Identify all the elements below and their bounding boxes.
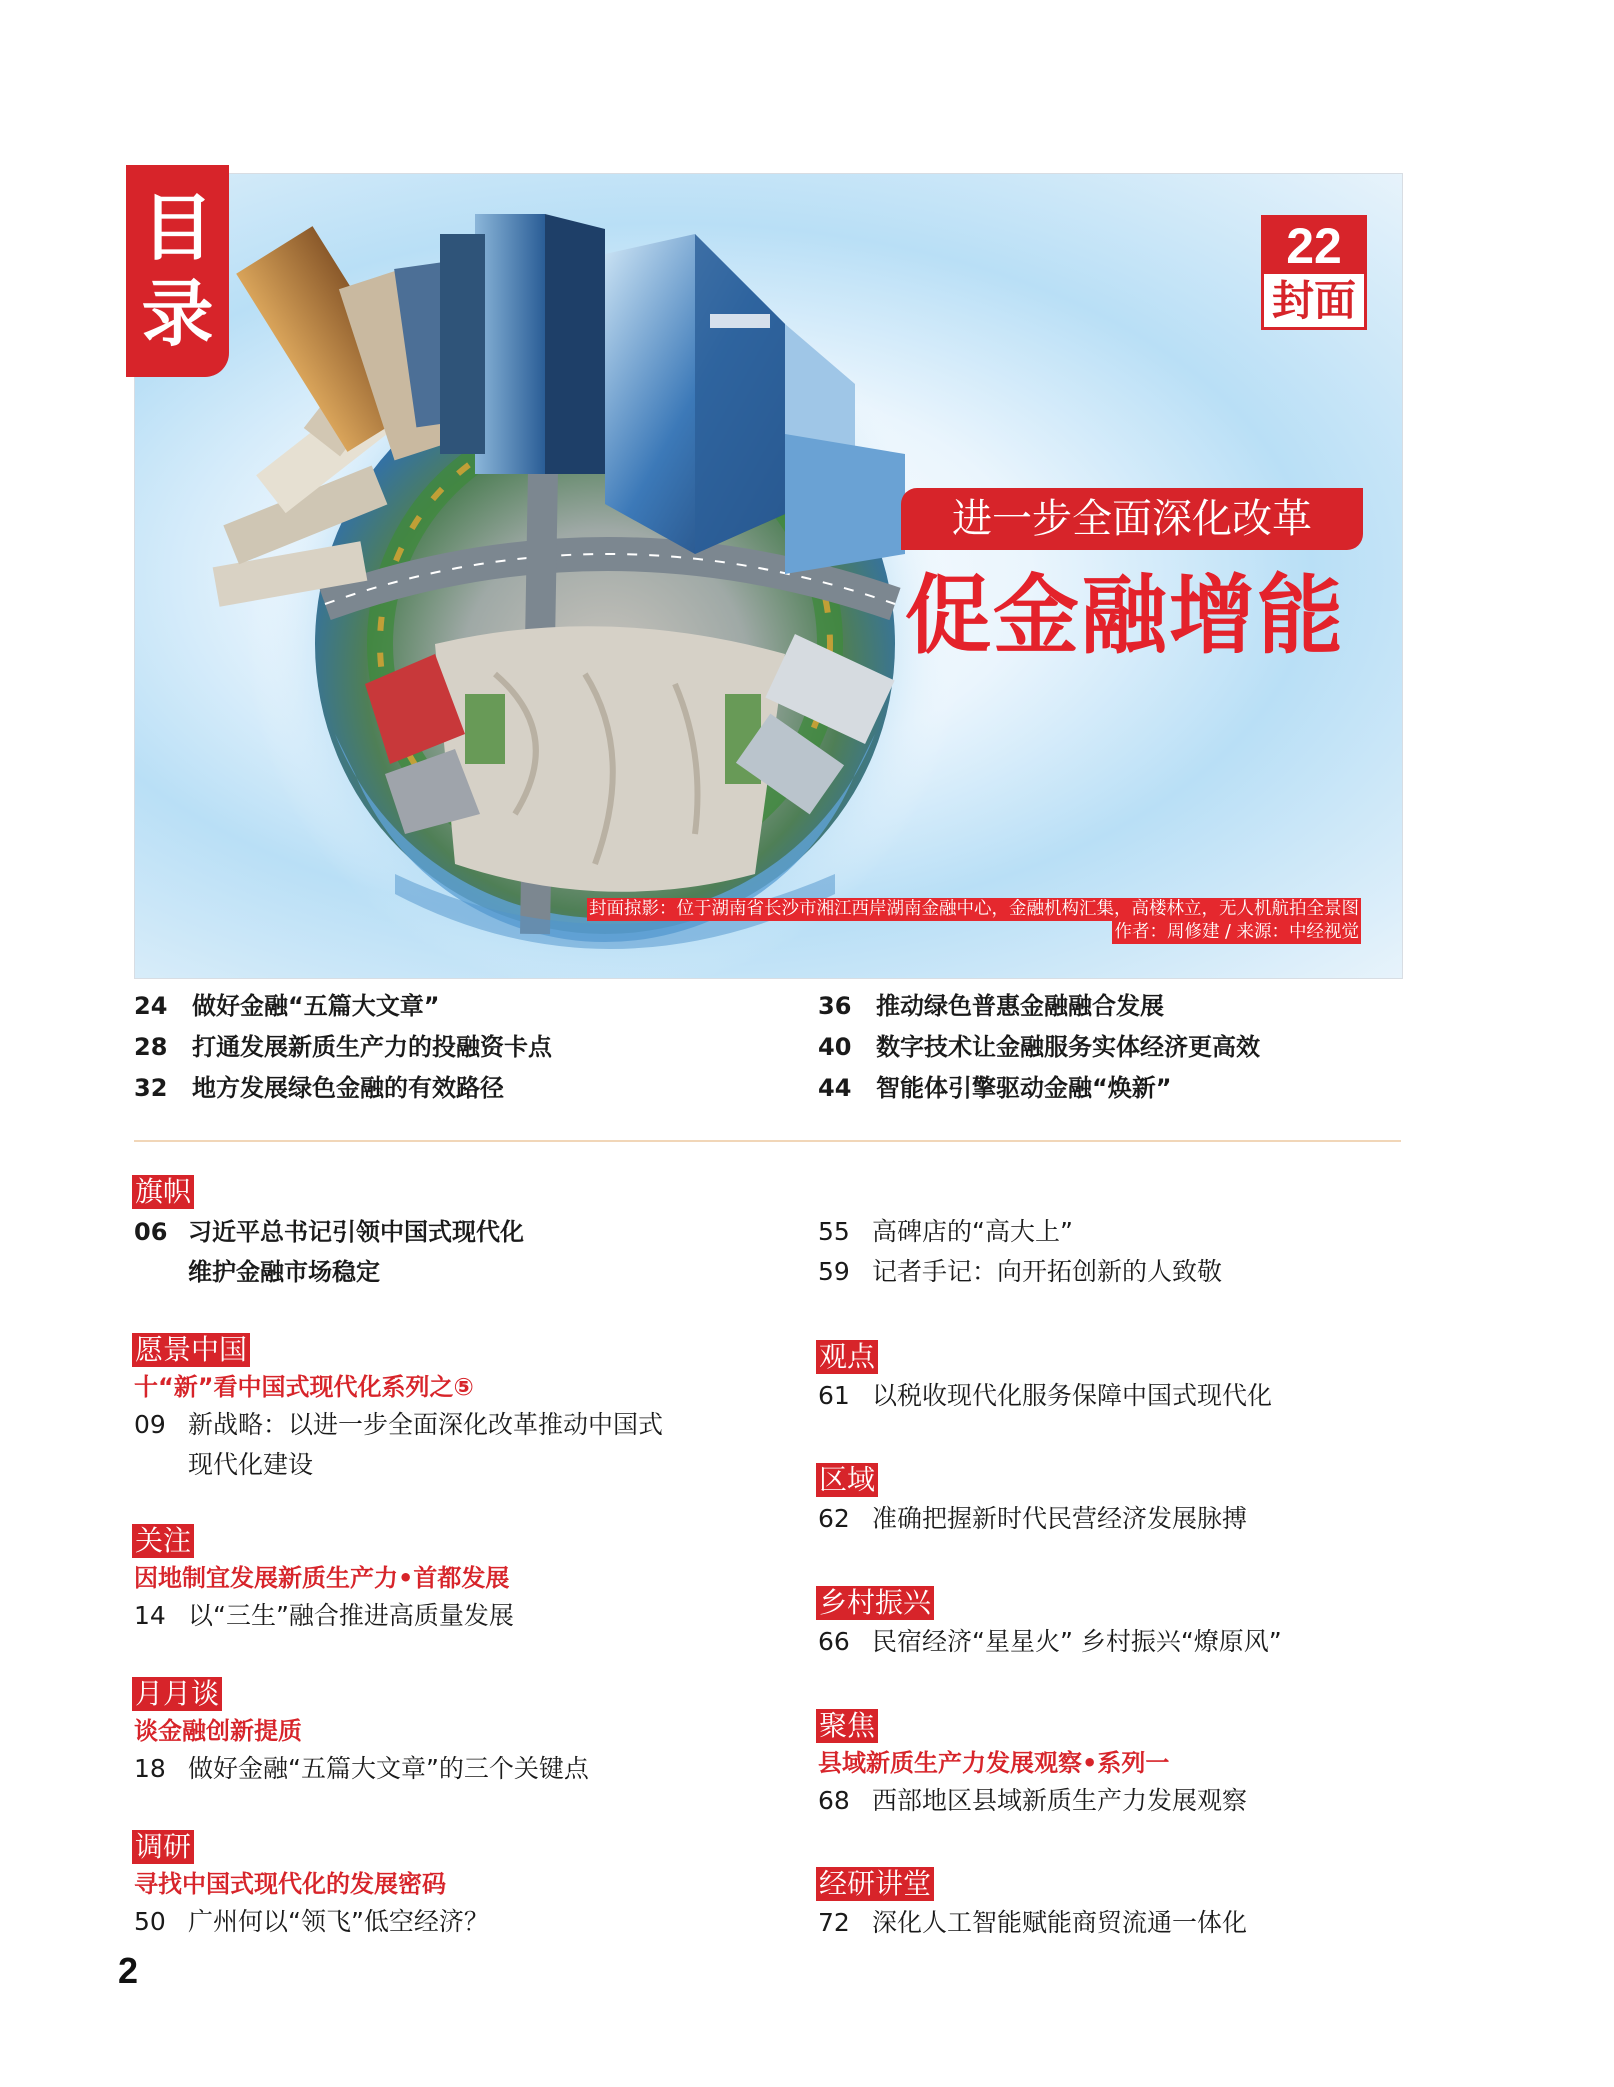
- headline-main: 促金融增能: [905, 566, 1345, 666]
- toc-entry[interactable]: 59 记者手记：向开拓创新的人致敬: [818, 1257, 1223, 1286]
- toc-entry[interactable]: 09 新战略：以进一步全面深化改革推动中国式 现代化建设: [134, 1410, 664, 1479]
- toc-entry[interactable]: 14 以“三生”融合推进高质量发展: [134, 1601, 514, 1630]
- featured-item[interactable]: 40 数字技术让金融服务实体经济更高效: [818, 1033, 1260, 1061]
- toc-entry[interactable]: 62 准确把握新时代民营经济发展脉搏: [818, 1504, 1248, 1533]
- toc-entry[interactable]: 50 广州何以“领飞”低空经济？: [134, 1907, 489, 1936]
- section-jujiao: [816, 1709, 878, 1743]
- caption-line-1: 封面掠影：位于湖南省长沙市湘江西岸湖南金融中心，金融机构汇集，高楼林立，无人机航拍全景图: [589, 899, 1359, 919]
- featured-left: [134, 990, 552, 1104]
- section-label: 关注: [132, 1524, 194, 1558]
- section-subtitle: 寻找中国式现代化的发展密码: [134, 1870, 446, 1898]
- section-subtitle: 十“新”看中国式现代化系列之⑤: [134, 1373, 474, 1401]
- cover-page-box[interactable]: [1261, 215, 1367, 330]
- section-label: 乡村振兴: [816, 1586, 934, 1620]
- caption-line-2: 作者：周修建 / 来源：中经视觉: [1114, 922, 1359, 942]
- section-label: 观点: [816, 1340, 878, 1374]
- section-label: 月月谈: [132, 1677, 222, 1711]
- cover-page-number: 22: [1264, 218, 1364, 274]
- section-subtitle: 因地制宜发展新质生产力•首都发展: [134, 1564, 510, 1592]
- featured-item[interactable]: 28 打通发展新质生产力的投融资卡点: [134, 1033, 552, 1061]
- central-towers: [440, 214, 605, 474]
- section-label: 调研: [132, 1830, 194, 1864]
- section-subtitle: 县域新质生产力发展观察•系列一: [818, 1749, 1170, 1777]
- featured-item[interactable]: 24 做好金融“五篇大文章”: [134, 992, 440, 1020]
- featured-item[interactable]: 44 智能体引擎驱动金融“焕新”: [818, 1074, 1172, 1102]
- section-label: 区域: [816, 1463, 878, 1497]
- toc-entry[interactable]: 68 西部地区县域新质生产力发展观察: [818, 1786, 1248, 1815]
- toc-entry[interactable]: 55 高碑店的“高大上”: [818, 1217, 1073, 1246]
- page-number: 2: [118, 1950, 139, 1991]
- section-guandian: [816, 1340, 878, 1374]
- section-guanzhu: [132, 1524, 194, 1558]
- toc-entry[interactable]: 06 习近平总书记引领中国式现代化 维护金融市场稳定: [134, 1218, 524, 1286]
- cover-caption: [500, 898, 1361, 944]
- headline-banner: 进一步全面深化改革: [901, 488, 1363, 550]
- section-xiangcun: [816, 1586, 934, 1620]
- toc-entry[interactable]: 72 深化人工智能赋能商贸流通一体化: [818, 1908, 1248, 1937]
- toc-entry[interactable]: 66 民宿经济“星星火” 乡村振兴“燎原风”: [818, 1627, 1282, 1656]
- section-label: 旗帜: [132, 1175, 194, 1209]
- section-yuanjing: [132, 1333, 250, 1367]
- featured-right: [818, 990, 1260, 1104]
- featured-item[interactable]: 32 地方发展绿色金融的有效路径: [134, 1074, 504, 1102]
- section-label: 愿景中国: [132, 1333, 250, 1367]
- featured-item[interactable]: 36 推动绿色普惠金融融合发展: [818, 992, 1164, 1020]
- toc-entry[interactable]: 18 做好金融“五篇大文章”的三个关键点: [134, 1754, 589, 1783]
- section-label: 聚焦: [816, 1709, 878, 1743]
- toc-entry-group: [818, 1212, 1222, 1292]
- toc-entry[interactable]: 61 以税收现代化服务保障中国式现代化: [818, 1381, 1273, 1410]
- toc-tab: [126, 165, 229, 377]
- section-label: 经研讲堂: [816, 1867, 934, 1901]
- cover-label: 封面: [1271, 276, 1356, 325]
- section-subtitle: 谈金融创新提质: [134, 1717, 302, 1745]
- section-jingyan: [816, 1867, 934, 1901]
- toc-char-2: 录: [141, 272, 214, 356]
- section-quyu: [816, 1463, 878, 1497]
- divider: [134, 1140, 1401, 1142]
- toc-char-1: 目: [141, 186, 214, 270]
- section-yueyuetan: [132, 1677, 222, 1711]
- section-qizhi: [132, 1175, 194, 1209]
- section-diaoyan: [132, 1830, 194, 1864]
